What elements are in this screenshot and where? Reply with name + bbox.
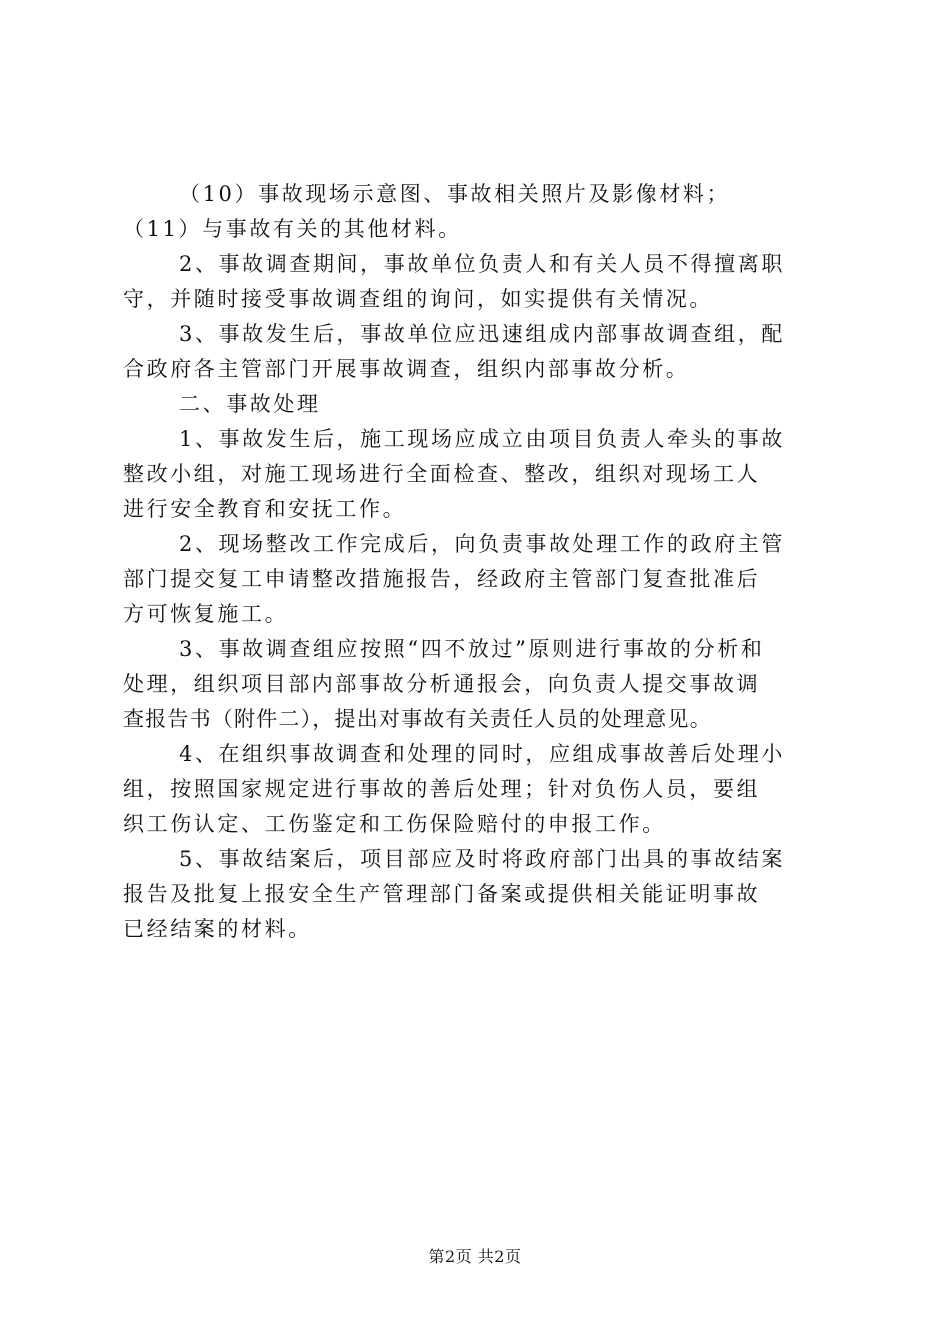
text-line: 守，并随时接受事故调查组的询问，如实提供有关情况。	[123, 287, 713, 311]
text-line: 处理，组织项目部内部事故分析通报会，向负责人提交事故调	[123, 672, 761, 696]
text-line: 5、事故结案后，项目部应及时将政府部门出具的事故结案	[179, 847, 785, 871]
text-line: （11）与事故有关的其他材料。	[123, 217, 462, 241]
text-line: 整改小组，对施工现场进行全面检查、整改，组织对现场工人	[123, 462, 761, 486]
text-line: 报告及批复上报安全生产管理部门备案或提供相关能证明事故	[123, 882, 761, 906]
text-line: 3、事故调查组应按照“四不放过”原则进行事故的分析和	[179, 637, 765, 661]
text-line: 3、事故发生后，事故单位应迅速组成内部事故调查组，配	[179, 322, 785, 346]
text-line: （10）事故现场示意图、事故相关照片及影像材料；	[179, 182, 731, 206]
text-line: 2、现场整改工作完成后，向负责事故处理工作的政府主管	[179, 532, 785, 556]
text-line: 进行安全教育和安抚工作。	[123, 497, 407, 521]
section-heading: 二、事故处理	[179, 392, 321, 416]
text-line: 1、事故发生后，施工现场应成立由项目负责人牵头的事故	[179, 427, 785, 451]
text-line: 方可恢复施工。	[123, 602, 289, 626]
text-line: 部门提交复工申请整改措施报告，经政府主管部门复查批准后	[123, 567, 761, 591]
document-body	[123, 177, 833, 947]
text-line: 查报告书（附件二），提出对事故有关责任人员的处理意见。	[123, 707, 712, 731]
text-line: 已经结案的材料。	[123, 917, 312, 941]
text-line: 织工伤认定、工伤鉴定和工伤保险赔付的申报工作。	[123, 812, 666, 836]
text-line: 组，按照国家规定进行事故的善后处理；针对负伤人员，要组	[123, 777, 761, 801]
page-number-footer: 第2页 共2页	[428, 1247, 522, 1266]
text-line: 合政府各主管部门开展事故调查，组织内部事故分析。	[123, 357, 690, 381]
text-line: 4、在组织事故调查和处理的同时，应组成事故善后处理小	[179, 742, 785, 766]
text-line: 2、事故调查期间，事故单位负责人和有关人员不得擅离职	[179, 252, 785, 276]
